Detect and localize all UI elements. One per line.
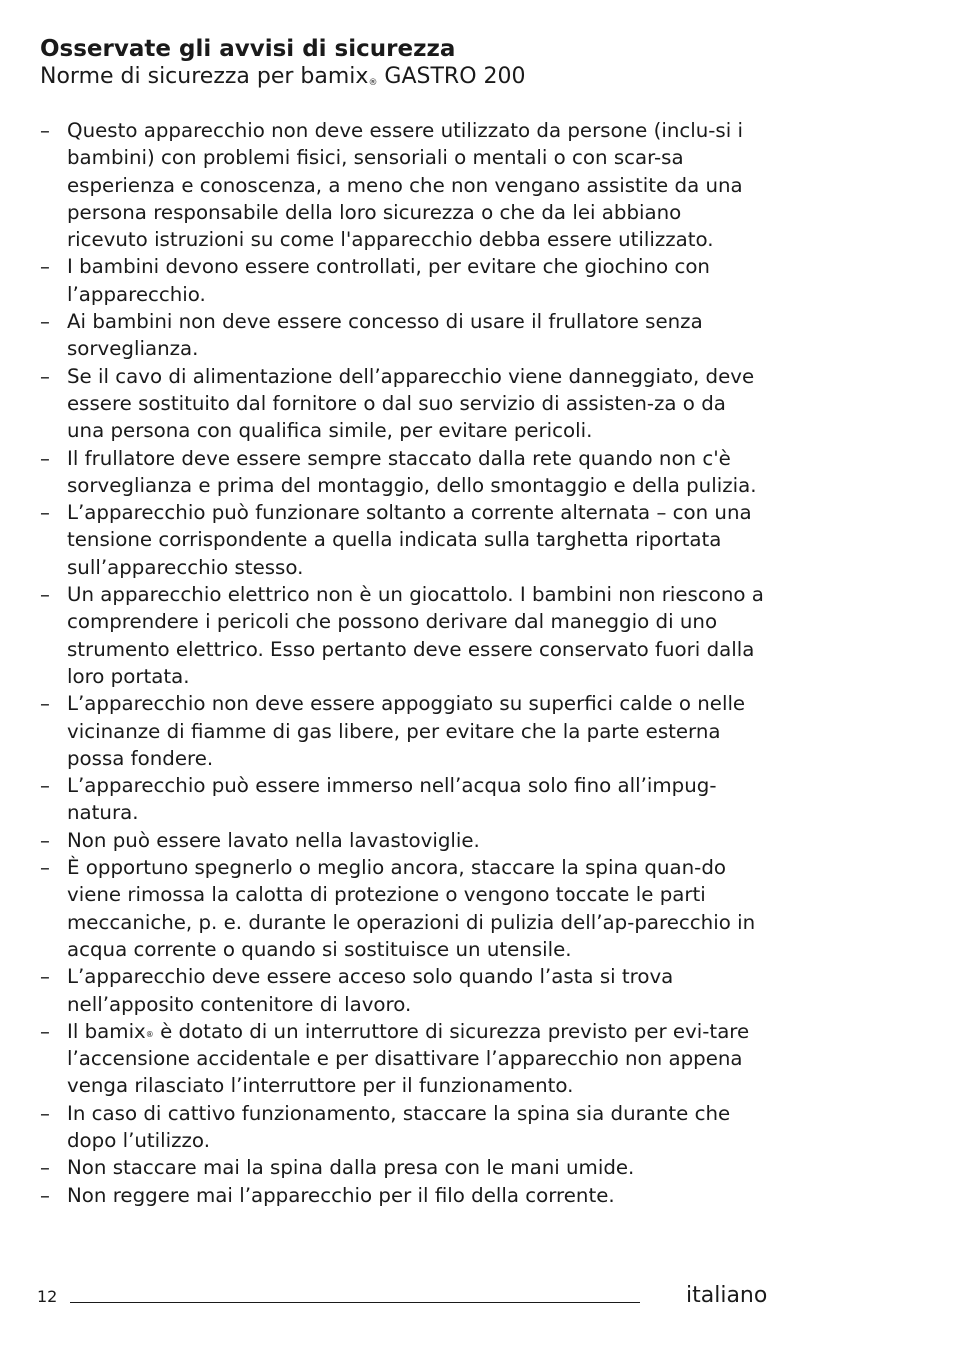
safety-item: – Un apparecchio elettrico non è un giocattolo. I bambini non riescono a comprendere i pericoli che possono derivare dal maneggio di uno strumento elettrico. Esso pertanto deve essere conservato fuori dalla loro portata. <box>40 581 765 690</box>
safety-item: – L’apparecchio non deve essere appoggiato su superfici calde o nelle vicinanze di fiamme di gas libere, per evitare che la parte esterna possa fondere. <box>40 690 765 772</box>
safety-item: – L’apparecchio deve essere acceso solo quando l’asta si trova nell’apposito contenitore di lavoro. <box>40 963 765 1018</box>
safety-item: – Se il cavo di alimentazione dell’apparecchio viene danneggiato, deve essere sostituito dal fornitore o dal suo servizio di assisten-za o da una persona con qualifica simile, per evitare pericoli. <box>40 363 765 445</box>
registered-trademark-mark: ® <box>368 78 378 88</box>
safety-item: – In caso di cattivo funzionamento, staccare la spina sia durante che dopo l’utilizzo. <box>40 1100 765 1155</box>
page-subtitle <box>40 62 526 92</box>
registered-trademark-mark: ® <box>145 1029 154 1039</box>
safety-item: – L’apparecchio può essere immerso nell’acqua solo fino all’impug-natura. <box>40 772 765 827</box>
page-number: 12 <box>37 1287 58 1306</box>
page-title: Osservate gli avvisi di sicurezza <box>40 36 456 62</box>
safety-item: – Non reggere mai l’apparecchio per il filo della corrente. <box>40 1182 765 1209</box>
footer-divider <box>70 1302 640 1303</box>
safety-warnings-list <box>40 117 765 1209</box>
safety-item: – L’apparecchio può funzionare soltanto a corrente alternata – con una tensione corrispondente a quella indicata sulla targhetta riportata sull’apparecchio stesso. <box>40 499 765 581</box>
safety-item: – Il frullatore deve essere sempre staccato dalla rete quando non c'è sorveglianza e prima del montaggio, dello smontaggio e della pulizia. <box>40 445 765 500</box>
safety-item: – Non può essere lavato nella lavastoviglie. <box>40 827 765 854</box>
safety-item-text: Il bamix <box>67 1019 146 1043</box>
safety-item: – Ai bambini non deve essere concesso di usare il frullatore senza sorveglianza. <box>40 308 765 363</box>
safety-item-text: è dotato di un interruttore di sicurezza previsto per evi-tare l’accensione accidentale e per disattivare l’apparecchio non appena venga rilasciato l’interruttore per il funzionamento. <box>67 1019 750 1098</box>
safety-item: – I bambini devono essere controllati, per evitare che giochino con l’apparecchio. <box>40 253 765 308</box>
safety-item <box>40 1018 765 1100</box>
language-label: italiano <box>686 1283 768 1308</box>
safety-item: – È opportuno spegnerlo o meglio ancora, staccare la spina quan-do viene rimossa la calotta di protezione o vengono toccate le parti meccaniche, p. e. durante le operazioni di pulizia dell’ap-parecchio in acqua corrente o quando si sostituisce un utensile. <box>40 854 765 963</box>
subtitle-text: Norme di sicurezza per bamix <box>40 64 369 89</box>
subtitle-model: GASTRO 200 <box>377 64 526 89</box>
safety-item: – Questo apparecchio non deve essere utilizzato da persone (inclu-si i bambini) con problemi fisici, sensoriali o mentali o con scar-sa esperienza e conoscenza, a meno che non vengano assistite da una persona responsabile della loro sicurezza o che da lei abbiano ricevuto istruzioni su come l'apparecchio debba essere utilizzato. <box>40 117 765 253</box>
safety-item: – Non staccare mai la spina dalla presa con le mani umide. <box>40 1154 765 1181</box>
